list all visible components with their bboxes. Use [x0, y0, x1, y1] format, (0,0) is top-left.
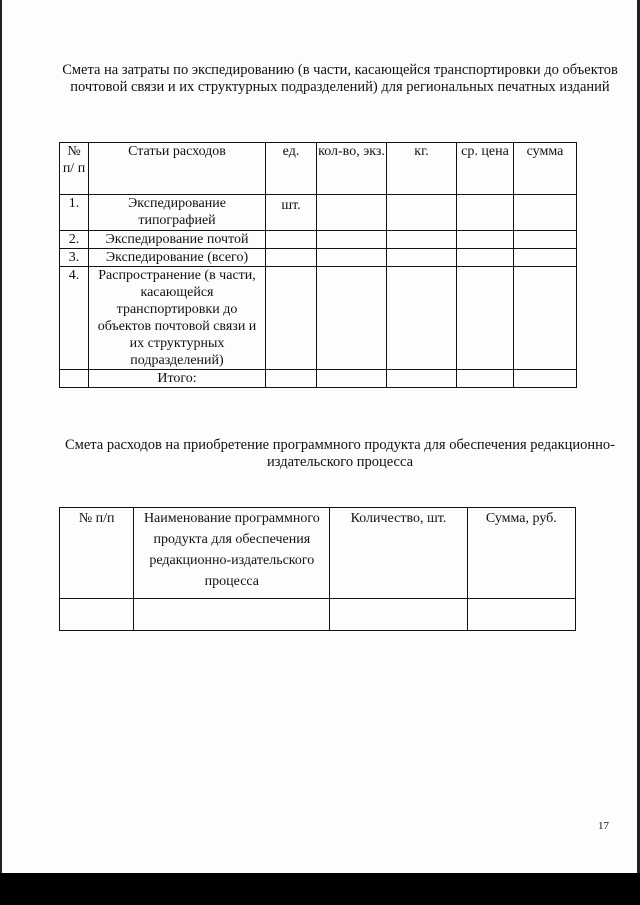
column-header-quantity: кол-во, экз. — [317, 143, 387, 195]
row-unit — [266, 249, 317, 267]
row-kg-cell — [387, 231, 457, 249]
row-number: 1. — [60, 195, 89, 231]
column-header-sum: Сумма, руб. — [467, 508, 575, 599]
column-header-sum: сумма — [514, 143, 577, 195]
row-number: 3. — [60, 249, 89, 267]
expediting-estimate-table — [59, 142, 577, 388]
row-kg-cell — [387, 249, 457, 267]
column-header-number: № п/ п — [60, 143, 89, 195]
total-sum-cell — [514, 370, 577, 388]
table-row — [60, 267, 577, 370]
row-expense-item: Распространение (в части, касающейся транспортировки до объектов почтовой связи и их структурных подразделений) — [89, 267, 266, 370]
column-header-number: № п/п — [60, 508, 134, 599]
page-number: 17 — [598, 820, 609, 832]
row-sum-cell — [514, 195, 577, 231]
row-quantity-cell — [317, 231, 387, 249]
column-header-kg: кг. — [387, 143, 457, 195]
scan-edge-left — [0, 0, 2, 880]
row-number: 2. — [60, 231, 89, 249]
software-estimate-title: Смета расходов на приобретение программного продукта для обеспечения редакционно-издательского процесса — [65, 437, 615, 470]
total-kg-cell — [387, 370, 457, 388]
column-header-expense-item: Статьи расходов — [89, 143, 266, 195]
row-sum-cell — [514, 249, 577, 267]
row-number: 4. — [60, 267, 89, 370]
row-product-name-cell — [134, 599, 330, 631]
total-row — [60, 370, 577, 388]
row-price-cell — [457, 249, 514, 267]
row-quantity-cell — [317, 267, 387, 370]
row-number-cell — [60, 599, 134, 631]
row-price-cell — [457, 195, 514, 231]
total-price-cell — [457, 370, 514, 388]
column-header-quantity: Количество, шт. — [330, 508, 467, 599]
row-price-cell — [457, 267, 514, 370]
expediting-estimate-title: Смета на затраты по экспедированию (в части, касающейся транспортировки до объектов почтовой связи и их структурных подразделений) для региональных печатных изданий — [62, 62, 618, 95]
row-sum-cell — [514, 267, 577, 370]
row-sum-cell — [514, 231, 577, 249]
total-quantity-cell — [317, 370, 387, 388]
table-row — [60, 249, 577, 267]
total-number-cell — [60, 370, 89, 388]
row-kg-cell — [387, 267, 457, 370]
total-unit-cell — [266, 370, 317, 388]
row-expense-item: Экспедирование почтой — [89, 231, 266, 249]
total-label: Итого: — [89, 370, 266, 388]
column-header-product-name: Наименование программного продукта для обеспечения редакционно-издательского процесса — [134, 508, 330, 599]
row-unit — [266, 231, 317, 249]
table-row — [60, 195, 577, 231]
row-quantity-cell — [317, 249, 387, 267]
row-price-cell — [457, 231, 514, 249]
software-estimate-table — [59, 507, 576, 631]
row-unit: шт. — [266, 195, 317, 231]
table-header-row — [60, 508, 576, 599]
table-row — [60, 599, 576, 631]
scan-band-bottom — [0, 873, 640, 905]
row-expense-item: Экспедирование (всего) — [89, 249, 266, 267]
row-quantity-cell — [317, 195, 387, 231]
row-sum-cell — [467, 599, 575, 631]
row-quantity-cell — [330, 599, 467, 631]
row-expense-item: Экспедирование типографией — [89, 195, 266, 231]
row-kg-cell — [387, 195, 457, 231]
column-header-unit: ед. — [266, 143, 317, 195]
row-unit — [266, 267, 317, 370]
table-row — [60, 231, 577, 249]
table-header-row — [60, 143, 577, 195]
column-header-average-price: ср. цена — [457, 143, 514, 195]
